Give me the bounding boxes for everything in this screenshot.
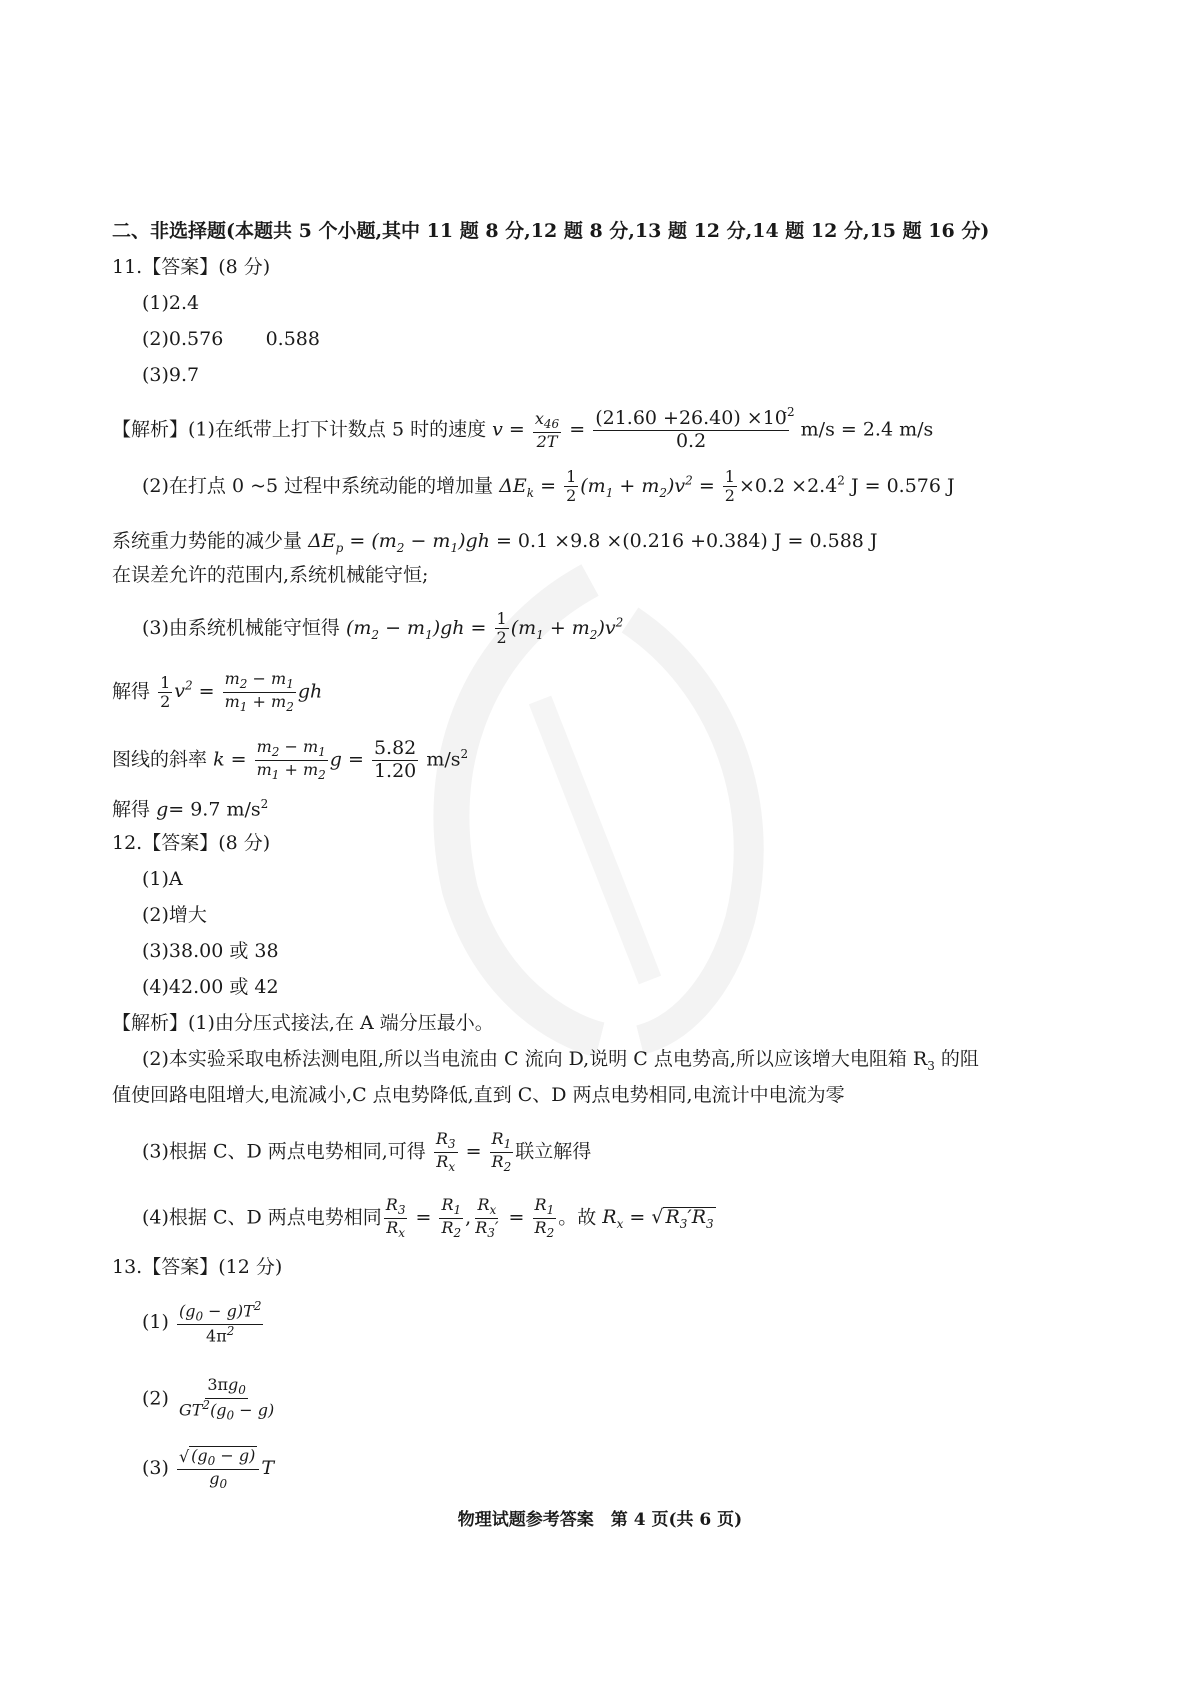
q12-title: 12.【答案】(8 分) bbox=[112, 832, 271, 854]
q12-answer-3: (3)38.00 或 38 bbox=[142, 940, 279, 962]
q11-title: 11.【答案】(8 分) bbox=[112, 256, 271, 278]
q12-analysis-5: (4)根据 C、D 两点电势相同 $\frac{R_3}{R_x}$ = $\frac{R_1}{R_2}$ , $\frac{R_x}{R_3'}$ = $\frac{R_1}{R_2}$ 。故 $R_x$ = √ $R_3'R_3$ bbox=[142, 1195, 714, 1241]
q11-answer-3: (3)9.7 bbox=[142, 364, 200, 386]
q12-answer-1: (1)A bbox=[142, 868, 183, 890]
q12-analysis-3: 值使回路电阻增大,电流减小,C 点电势降低,直到 C、D 两点电势相同,电流计中电流为零 bbox=[112, 1084, 845, 1106]
q11-analysis-5: (3)由系统机械能守恒得 $(m_2 - m_1)gh$ = $\frac{1}{2}$ $(m_1 + m_2)v^2$ bbox=[142, 609, 624, 648]
q11-analysis-6: 解得 $\frac{1}{2}$ $v^2$ = $\frac{m_2 - m_1}{m_1 + m_2}$ gh bbox=[112, 669, 323, 715]
q12-answer-4: (4)42.00 或 42 bbox=[142, 976, 279, 998]
q11-answer-1: (1)2.4 bbox=[142, 292, 200, 314]
section-heading: 二、非选择题(本题共 5 个小题,其中 11 题 8 分,12 题 8 分,13 题 12 分,14 题 12 分,15 题 16 分) bbox=[112, 220, 990, 242]
page-footer: 物理试题参考答案 第 4 页(共 6 页) bbox=[457, 1510, 743, 1530]
q11-analysis-1: 【解析】(1)在纸带上打下计数点 5 时的速度 v = $\frac{x_{46}}{2T}$ = $\frac{(21.60 +26.40) \times 10}{0.2}$ $^{-2}$ m/s = 2.4 m/s bbox=[112, 405, 934, 452]
q11-analysis-3: 系统重力势能的减少量 $\Delta E_p = (m_2 - m_1)gh = 0.1 \times 9.8 \times(0.216 +0.384) J = 0.588$ J bbox=[112, 530, 878, 555]
q13-answer-1: (1) $\frac{(g_0 - g)T^2}{4\pi^2}$ bbox=[142, 1299, 262, 1346]
q13-answer-2: (2) $\frac{3\pi g_0}{GT^2(g_0 - g)}$ bbox=[142, 1375, 275, 1423]
q11-analysis-7: 图线的斜率 k = $\frac{m_2 - m_1}{m_1 + m_2}$ g = $\frac{5.82}{1.20}$ $m/s^2$ bbox=[112, 737, 469, 783]
q13-title: 13.【答案】(12 分) bbox=[112, 1256, 283, 1278]
q11-analysis-4: 在误差允许的范围内,系统机械能守恒; bbox=[112, 564, 429, 586]
q11-analysis-8: 解得 g= 9.7 $m/s^2$ bbox=[112, 797, 269, 821]
q12-answer-2: (2)增大 bbox=[142, 904, 207, 926]
q13-answer-3: (3) √ $(g_0 - g)$ $g_0$ T bbox=[142, 1446, 275, 1492]
q12-analysis-1: 【解析】(1)由分压式接法,在 A 端分压最小。 bbox=[112, 1012, 494, 1034]
q11-analysis-2: (2)在打点 0 ~5 过程中系统动能的增加量 $\Delta E_k$ = $\frac{1}{2}$ $(m_1 + m_2)v^2$ = $\frac{1}{2}$ $\times 0.2 \times 2.4^2$ J = 0.576 J bbox=[142, 467, 955, 506]
q12-analysis-4: (3)根据 C、D 两点电势相同,可得 $\frac{R_3}{R_x}$ = $\frac{R_1}{R_2}$ 联立解得 bbox=[142, 1129, 592, 1175]
q12-analysis-2: (2)本实验采取电桥法测电阻,所以当电流由 C 流向 D,说明 C 点电势高,所以应该增大电阻箱 $R_3$ 的阻 bbox=[142, 1048, 979, 1073]
q11-answer-2: (2)0.576 0.588 bbox=[142, 328, 320, 350]
